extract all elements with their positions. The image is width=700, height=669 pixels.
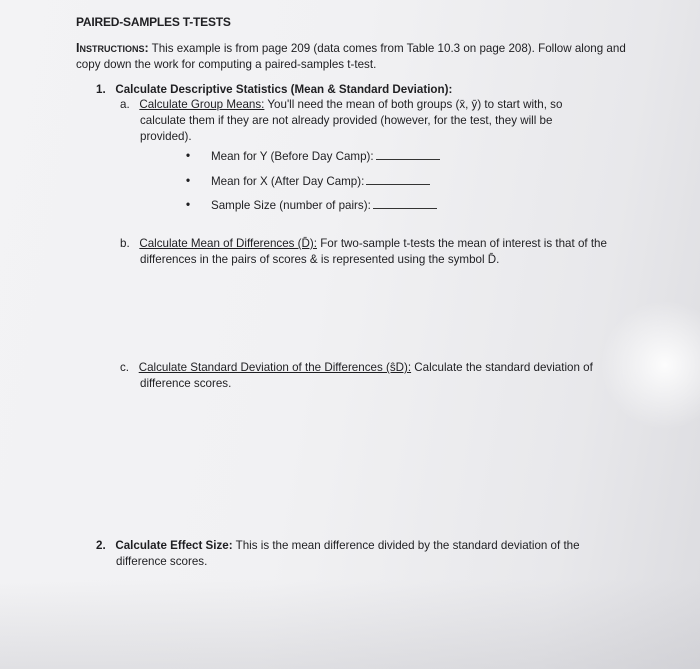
- bullet-icon: •: [186, 198, 191, 211]
- step1-heading-text: Calculate Descriptive Statistics (Mean & Standard Deviation):: [115, 83, 453, 96]
- page-shadow: [0, 579, 700, 669]
- step1-heading: [96, 82, 452, 98]
- bullet-icon: •: [186, 149, 191, 162]
- step1-a-letter: a.: [120, 98, 130, 111]
- instructions-text: This example is from page 209 (data comes from Table 10.3 on page 208). Follow along and copy down the work for computing a paired-samples t-test.: [76, 42, 626, 71]
- bullet-label: Mean for X (After Day Camp):: [211, 174, 365, 188]
- instructions: [76, 40, 636, 73]
- bullet-icon: •: [186, 173, 191, 187]
- step2: [96, 538, 626, 570]
- step1-c-label: Calculate Standard Deviation of the Differences (ŝD):: [138, 361, 412, 374]
- step1-c: [120, 360, 630, 392]
- step1-b: [120, 236, 620, 268]
- step1-b-letter: b.: [120, 237, 130, 250]
- bullet-label: Mean for Y (Before Day Camp):: [211, 150, 374, 163]
- step1-a: [120, 97, 600, 145]
- step1-c-text: Calculate the standard deviation of difference scores.: [140, 361, 593, 390]
- step1-a-text: You'll need the mean of both groups (x̄, ȳ) to start with, so calculate them if they are not already provided (however, for the test, they will be provided).: [140, 98, 563, 143]
- step1-number: 1.: [96, 83, 106, 96]
- step1-c-letter: c.: [120, 361, 130, 374]
- step2-number: 2.: [96, 539, 106, 552]
- bullet-label: Sample Size (number of pairs):: [211, 199, 371, 212]
- step1-a-label: Calculate Group Means:: [139, 98, 265, 111]
- step1-b-label: Calculate Mean of Differences (D̄):: [139, 237, 317, 250]
- step1-b-text: For two-sample t-tests the mean of interest is that of the differences in the pairs of scores & is represented using the symbol D̄.: [140, 237, 607, 266]
- answer-blank[interactable]: [376, 148, 440, 160]
- instructions-label: Instructions:: [76, 41, 149, 55]
- step2-label: Calculate Effect Size:: [115, 539, 233, 552]
- step2-text: This is the mean difference divided by the standard deviation of the difference scores.: [116, 539, 580, 568]
- answer-blank[interactable]: [366, 173, 430, 185]
- answer-blank[interactable]: [373, 197, 437, 209]
- page-title: PAIRED-SAMPLES T-TESTS: [76, 15, 231, 29]
